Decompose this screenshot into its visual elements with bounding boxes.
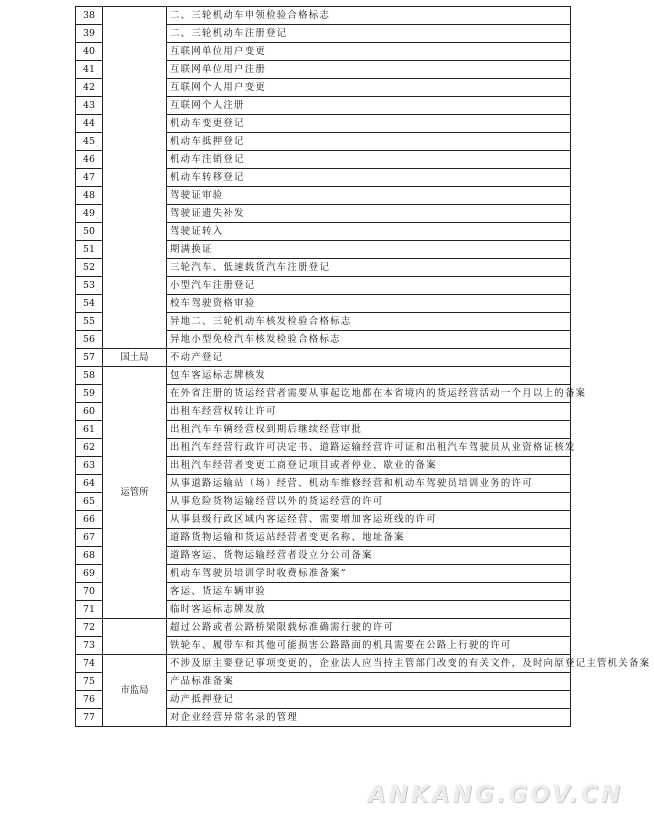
department-land-bureau: 国土局 [103, 349, 167, 367]
row-number: 50 [76, 223, 103, 241]
item-name: 不涉及原主要登记事项变更的，企业法人应当持主管部门改变的有关文件，及时向原登记主管机关备案 [167, 655, 571, 673]
row-number: 42 [76, 79, 103, 97]
department-market-bureau: 市监局 [103, 655, 167, 727]
item-name: 从事危险货物运输经营以外的货运经营的许可 [167, 493, 571, 511]
row-number: 70 [76, 583, 103, 601]
item-name: 驾驶证遗失补发 [167, 205, 571, 223]
table-row [76, 367, 571, 385]
row-number: 65 [76, 493, 103, 511]
item-name: 机动车驾驶员培训学时收费标准备案” [167, 565, 571, 583]
item-name: 道路客运、货物运输经营者设立分公司备案 [167, 547, 571, 565]
row-number: 66 [76, 511, 103, 529]
item-name: 出租汽车经营者变更工商登记项目或者停业、歇业的备案 [167, 457, 571, 475]
item-name: 出租车经营权转让许可 [167, 403, 571, 421]
table-row [76, 619, 571, 637]
row-number: 67 [76, 529, 103, 547]
row-number: 46 [76, 151, 103, 169]
row-number: 51 [76, 241, 103, 259]
item-name: 三轮汽车、低速载货汽车注册登记 [167, 259, 571, 277]
item-name: 出租汽车车辆经营权到期后继续经营审批 [167, 421, 571, 439]
item-name: 互联网单位用户注册 [167, 61, 571, 79]
row-number: 41 [76, 61, 103, 79]
row-number: 53 [76, 277, 103, 295]
item-name: 包车客运标志牌核发 [167, 367, 571, 385]
row-number: 64 [76, 475, 103, 493]
row-number: 56 [76, 331, 103, 349]
item-name: 临时客运标志牌发放 [167, 601, 571, 619]
row-number: 71 [76, 601, 103, 619]
row-number: 52 [76, 259, 103, 277]
row-number: 77 [76, 709, 103, 727]
item-name: 从事县级行政区域内客运经营、需要增加客运班线的许可 [167, 511, 571, 529]
department-cell-blank [103, 7, 167, 349]
item-name: 二、三轮机动车申领检验合格标志 [167, 7, 571, 25]
row-number: 49 [76, 205, 103, 223]
item-name: 互联网个人用户变更 [167, 79, 571, 97]
item-name: 客运、货运车辆审验 [167, 583, 571, 601]
row-number: 60 [76, 403, 103, 421]
row-number: 54 [76, 295, 103, 313]
item-name: 超过公路或者公路桥梁限载标准确需行驶的许可 [167, 619, 571, 637]
row-number: 45 [76, 133, 103, 151]
item-name: 不动产登记 [167, 349, 571, 367]
item-name: 校车驾驶资格审验 [167, 295, 571, 313]
item-name: 期满换证 [167, 241, 571, 259]
row-number: 61 [76, 421, 103, 439]
row-number: 48 [76, 187, 103, 205]
service-items-table [75, 6, 651, 727]
row-number: 69 [76, 565, 103, 583]
row-number: 72 [76, 619, 103, 637]
row-number: 74 [76, 655, 103, 673]
item-name: 互联网单位用户变更 [167, 43, 571, 61]
item-name: 在外省注册的货运经营者需要从事起讫地都在本省境内的货运经营活动一个月以上的备案 [167, 385, 571, 403]
row-number: 76 [76, 691, 103, 709]
item-name: 机动车抵押登记 [167, 133, 571, 151]
table-row [76, 7, 571, 25]
row-number: 38 [76, 7, 103, 25]
site-watermark: ANKANG.GOV.CN [368, 782, 624, 808]
row-number: 75 [76, 673, 103, 691]
item-name: 产品标准备案 [167, 673, 571, 691]
row-number: 47 [76, 169, 103, 187]
item-name: 出租汽车经营行政许可决定书、道路运输经营许可证和出租汽车驾驶员从业资格证核发 [167, 439, 571, 457]
row-number: 58 [76, 367, 103, 385]
item-name: 二、三轮机动车注册登记 [167, 25, 571, 43]
item-name: 小型汽车注册登记 [167, 277, 571, 295]
row-number: 63 [76, 457, 103, 475]
row-number: 59 [76, 385, 103, 403]
item-name: 异地小型免检汽车核发检验合格标志 [167, 331, 571, 349]
table-row [76, 349, 571, 367]
item-name: 从事道路运输站（场）经营、机动车维修经营和机动车驾驶员培训业务的许可 [167, 475, 571, 493]
table-row [76, 655, 571, 673]
row-number: 68 [76, 547, 103, 565]
item-name: 动产抵押登记 [167, 691, 571, 709]
row-number: 57 [76, 349, 103, 367]
row-number: 55 [76, 313, 103, 331]
row-number: 40 [76, 43, 103, 61]
department-transport-office: 运管所 [103, 367, 167, 619]
row-number: 62 [76, 439, 103, 457]
item-name: 对企业经营异常名录的管理 [167, 709, 571, 727]
row-number: 43 [76, 97, 103, 115]
row-number: 73 [76, 637, 103, 655]
item-name: 机动车注销登记 [167, 151, 571, 169]
item-name: 驾驶证转入 [167, 223, 571, 241]
item-name: 铁轮车、履带车和其他可能损害公路路面的机具需要在公路上行驶的许可 [167, 637, 571, 655]
item-name: 异地二、三轮机动车核发检验合格标志 [167, 313, 571, 331]
item-name: 机动车转移登记 [167, 169, 571, 187]
row-number: 44 [76, 115, 103, 133]
row-number: 39 [76, 25, 103, 43]
department-cell-blank [103, 619, 167, 655]
item-name: 道路货物运输和货运站经营者变更名称、地址备案 [167, 529, 571, 547]
item-name: 互联网个人注册 [167, 97, 571, 115]
item-name: 机动车变更登记 [167, 115, 571, 133]
item-name: 驾驶证审验 [167, 187, 571, 205]
